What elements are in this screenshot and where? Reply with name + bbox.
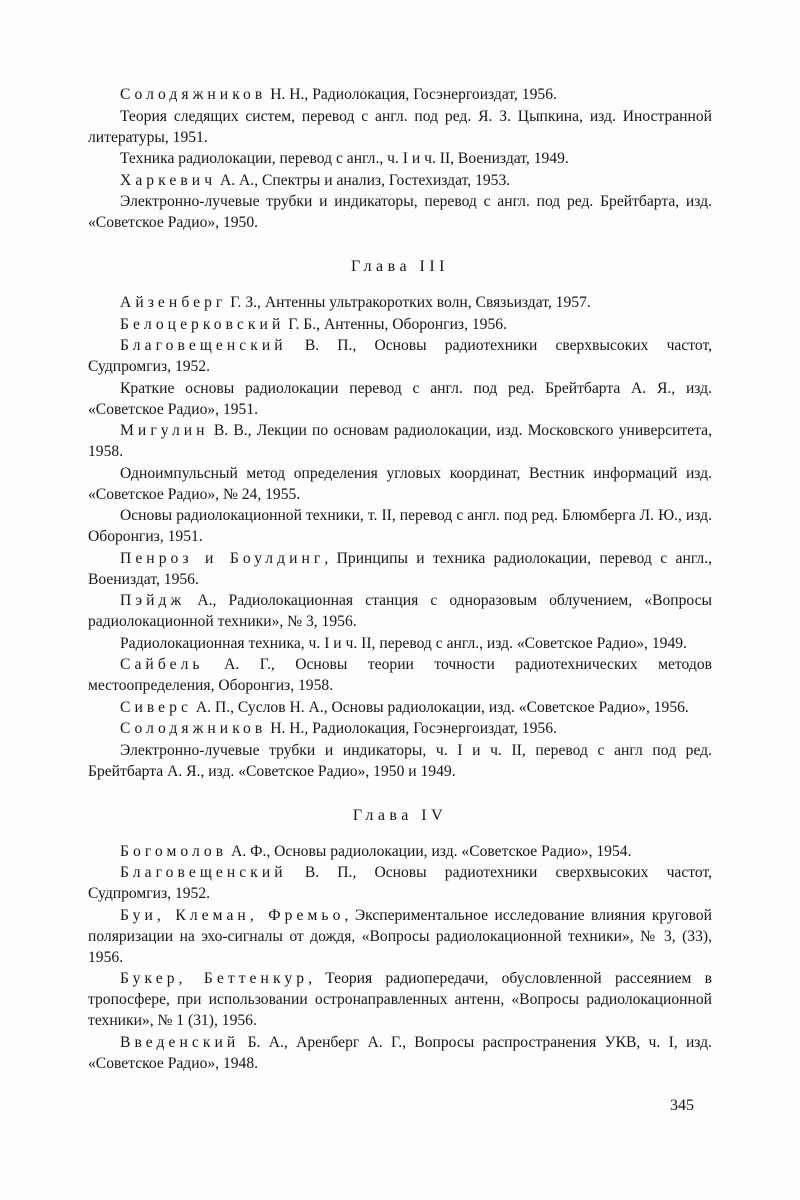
bibliography-entry <box>88 505 712 547</box>
bibliography-entry <box>88 548 712 590</box>
bibliography-entry <box>88 968 712 1031</box>
chapter-heading: Глава III <box>351 258 449 275</box>
entry-author: Пэйдж <box>120 592 186 609</box>
bibliography-entry <box>88 718 712 739</box>
bibliography-entry <box>88 633 712 654</box>
bibliography-entry <box>88 841 712 862</box>
bibliography-entry <box>88 148 712 169</box>
intro-entries <box>88 84 712 233</box>
entry-author: Буи, Клеман, Фремьо <box>120 906 345 924</box>
bibliography-page <box>88 84 712 1074</box>
chapter-4-entries <box>88 841 712 1074</box>
entry-text: Техника радиолокации, перевод с англ., ч. I и ч. II, Воениздат, 1949. <box>120 150 569 167</box>
bibliography-entry <box>88 335 712 377</box>
entry-author: Богомолов <box>120 842 228 860</box>
entry-author: Введенский <box>120 1033 240 1051</box>
entry-text: , Принципы и техника радиолокации, перевод с англ., Воениздат, 1956. <box>88 549 712 588</box>
entry-text: Одноимпульсный метод определения угловых координат, Вестник информаций изд. «Советское Радио», № 24, 1955. <box>88 464 712 503</box>
entry-author: Сайбель <box>120 656 204 673</box>
chapter-3-entries <box>88 292 712 782</box>
entry-text: Краткие основы радиолокации перевод с англ. под ред. Брейтбарта А. Я., изд. «Советское Радио», 1951. <box>88 379 712 418</box>
bibliography-entry <box>88 84 712 105</box>
entry-author: Букер, Беттенкур <box>120 970 309 987</box>
entry-text: В. В., Лекции по основам радиолокации, изд. Московского университета, 1958. <box>88 422 712 460</box>
entry-text: Электронно-лучевые трубки и индикаторы, ч. I и ч. II, перевод с англ под ред. Брейтбарта А. Я., изд. «Советское Радио», 1950 и 1949. <box>88 741 712 780</box>
entry-author: Айзенберг <box>120 294 227 311</box>
entry-author: Пенроз и Боулдинг <box>120 549 325 567</box>
entry-text: Н. Н., Радиолокация, Госэнергоиздат, 1956. <box>266 86 557 103</box>
entry-text: Теория следящих систем, перевод с англ. под ред. Я. З. Цыпкина, изд. Иностранной литературы, 1951. <box>88 107 712 146</box>
bibliography-entry <box>88 378 712 420</box>
entry-author: Харкевич <box>120 171 217 189</box>
bibliography-entry <box>88 292 712 313</box>
entry-author: Благовещенский <box>120 337 287 354</box>
entry-text: В. П., Основы радиотехники сверхвысоких частот, Судпромгиз, 1952. <box>88 864 712 902</box>
entry-text: Б. А., Аренберг А. Г., Вопросы распространения УКВ, ч. I, изд. «Советское Радио», 1948. <box>88 1033 712 1072</box>
bibliography-entry <box>88 862 712 904</box>
entry-text: , Теория радиопередачи, обусловленной рассеянием в тропосфере, при использовании остронаправленных антенн, «Вопросы радиолокационной техники», № 1 (31), 1956. <box>88 970 712 1029</box>
chapter-heading: Глава IV <box>352 806 448 824</box>
bibliography-entry <box>88 740 712 782</box>
bibliography-entry <box>88 1032 712 1074</box>
entry-text: Основы радиолокационной техники, т. II, перевод с англ. под ред. Блюмберга Л. Ю., изд. Оборонгиз, 1951. <box>88 507 712 545</box>
entry-author: Белоцерковский <box>120 315 285 333</box>
bibliography-entry <box>88 905 712 968</box>
entry-text: Г. Б., Антенны, Оборонгиз, 1956. <box>284 315 507 333</box>
entry-text: Радиолокационная техника, ч. I и ч. II, перевод с англ., изд. «Советское Радио», 1949. <box>120 634 687 652</box>
bibliography-entry <box>88 170 712 191</box>
bibliography-entry <box>88 106 712 148</box>
entry-author: Солодяжников <box>120 86 267 103</box>
entry-text: Н. Н., Радиолокация, Госэнергоиздат, 1956. <box>266 720 557 737</box>
bibliography-entry <box>88 590 712 632</box>
bibliography-entry <box>88 420 712 462</box>
entry-text: В. П., Основы радиотехники сверхвысоких частот, Судпромгиз, 1952. <box>88 337 712 375</box>
entry-text: Г. З., Антенны ультракоротких волн, Связьиздат, 1957. <box>226 294 591 311</box>
entry-author: Солодяжников <box>120 720 267 737</box>
entry-text: А., Радиолокационная станция с одноразовым облучением, «Вопросы радиолокационной техники», № 3, 1956. <box>88 592 712 630</box>
entry-text: А. Ф., Основы радиолокации, изд. «Советское Радио», 1954. <box>227 842 632 860</box>
entry-text: , Экспериментальное исследование влияния круговой поляризации на эхо-сигналы от дождя, «Вопросы радиолокационной техники», № 3, (33), 1956. <box>88 906 712 966</box>
bibliography-entry <box>88 463 712 505</box>
bibliography-entry <box>88 697 712 718</box>
entry-author: Мигулин <box>120 422 209 439</box>
page-number: 345 <box>670 1097 694 1114</box>
entry-author: Сиверс <box>120 698 192 716</box>
entry-author: Благовещенский <box>120 864 287 881</box>
entry-text: А. Г., Основы теории точности радиотехнических методов местоопределения, Оборонгиз, 1958. <box>88 656 712 694</box>
entry-text: А. П., Суслов Н. А., Основы радиолокации, изд. «Советское Радио», 1956. <box>192 698 689 716</box>
entry-text: Электронно-лучевые трубки и индикаторы, перевод с англ. под ред. Брейтбарта, изд. «Советское Радио», 1950. <box>88 193 712 231</box>
entry-text: А. А., Спектры и анализ, Гостехиздат, 1953. <box>216 171 511 189</box>
bibliography-entry <box>88 654 712 696</box>
bibliography-entry <box>88 191 712 233</box>
bibliography-entry <box>88 314 712 335</box>
